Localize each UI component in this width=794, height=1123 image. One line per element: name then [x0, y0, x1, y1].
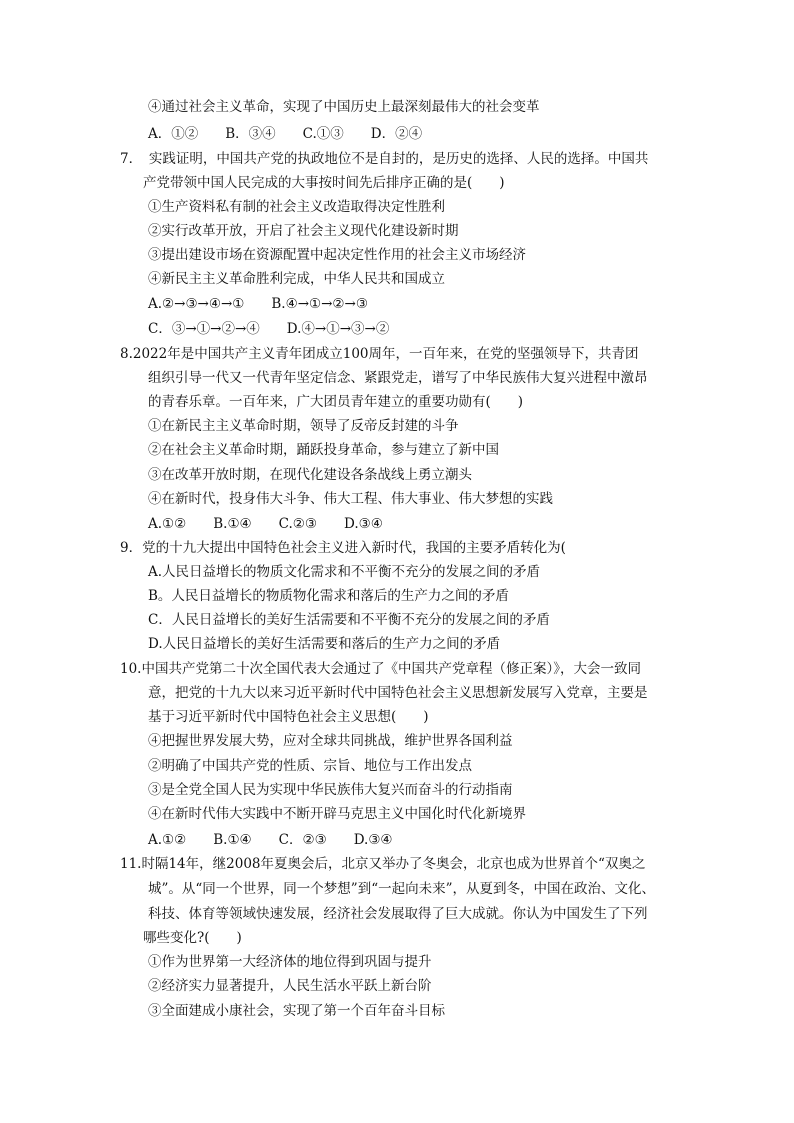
question-11-stem: 11.时隔14年，继2008年夏奥会后，北京又举办了冬奥会，北京也成为世界首个“双奥之 — [120, 856, 646, 872]
option-line: ④通过社会主义革命，实现了中国历史上最深刻最伟大的社会变革 — [148, 99, 540, 115]
question-10-stem-cont: 基于习近平新时代中国特色社会主义思想( ) — [148, 709, 429, 725]
option-line: ①生产资料私有制的社会主义改造取得决定性胜利 — [148, 199, 445, 215]
option-line: ③是全党全国人民为实现中华民族伟大复兴而奋斗的行动指南 — [148, 782, 513, 798]
question-8-stem-cont: 组织引导一代又一代青年坚定信念、紧跟党走，谱写了中华民族伟大复兴进程中激昂 — [148, 370, 648, 386]
question-7-stem-cont: 产党带领中国人民完成的大事按时间先后排序正确的是( ) — [143, 175, 505, 191]
option-line: ②在社会主义革命时期，踊跃投身革命，参与建立了新中国 — [148, 442, 499, 458]
question-8-stem: 8.2022年是中国共产主义青年团成立100周年，一百年来，在党的坚强领导下，共青团 — [120, 346, 639, 362]
question-11-stem-cont: 哪些变化?( ) — [143, 930, 242, 946]
option-line: ③在改革开放时期，在现代化建设各条战线上勇立潮头 — [148, 467, 472, 483]
option-line: ①在新民主主义革命时期，领导了反帝反封建的斗争 — [148, 418, 459, 434]
option-line: ③全面建成小康社会，实现了第一个百年奋斗目标 — [148, 1003, 445, 1019]
option-line: B。人民日益增长的物质物化需求和落后的生产力之间的矛盾 — [148, 588, 509, 604]
question-9-stem: 9．党的十九大提出中国特色社会主义进入新时代，我国的主要矛盾转化为( — [120, 540, 566, 556]
question-10-stem-cont: 意，把党的十九大以来习近平新时代中国特色社会主义思想新发展写入党章，主要是 — [148, 685, 648, 701]
option-line: ④在新时代，投身伟大斗争、伟大工程、伟大事业、伟大梦想的实践 — [148, 491, 553, 507]
answer-choices: C．③→①→②→④ D.④→①→③→② — [148, 321, 390, 337]
option-line: ①作为世界第一大经济体的地位得到巩固与提升 — [148, 954, 432, 970]
option-line: ④把握世界发展大势，应对全球共同挑战，维护世界各国利益 — [148, 733, 513, 749]
option-line: ④在新时代伟大实践中不断开辟马克思主义中国化时代化新境界 — [148, 806, 526, 822]
answer-choices: A.①② B.①④ C．②③ D.③④ — [148, 832, 393, 848]
option-line: ②经济实力显著提升，人民生活水平跃上新台阶 — [148, 978, 432, 994]
option-line: ②实行改革开放，开启了社会主义现代化建设新时期 — [148, 223, 459, 239]
answer-choices: A.①② B.①④ C.②③ D.③④ — [148, 516, 383, 532]
option-line: A.人民日益增长的物质文化需求和不平衡不充分的发展之间的矛盾 — [148, 564, 541, 580]
answer-choices: A．①② B．③④ C.①③ D．②④ — [148, 126, 423, 142]
option-line: D.人民日益增长的美好生活需要和落后的生产力之间的矛盾 — [148, 636, 501, 652]
option-line: ②明确了中国共产党的性质、宗旨、地位与工作出发点 — [148, 758, 472, 774]
answer-choices: A.②→③→④→① B.④→①→②→③ — [148, 296, 368, 312]
option-line: ③提出建设市场在资源配置中起决定性作用的社会主义市场经济 — [148, 247, 526, 263]
question-11-stem-cont: 城”。从“同一个世界，同一个梦想”到“一起向未来”，从夏到冬，中国在政治、文化、 — [148, 881, 656, 897]
question-8-stem-cont: 的青春乐章。一百年来，广大团员青年建立的重要功勋有( ) — [148, 394, 524, 410]
question-11-stem-cont: 科技、体育等领域快速发展，经济社会发展取得了巨大成就。你认为中国发生了下列 — [148, 906, 648, 922]
option-line: ④新民主主义革命胜利完成，中华人民共和国成立 — [148, 271, 445, 287]
question-7-stem: 7． 实践证明，中国共产党的执政地位不是自封的，是历史的选择、人民的选择。中国共 — [120, 151, 649, 167]
question-10-stem: 10.中国共产党第二十次全国代表大会通过了《中国共产党章程（修正案）》，大会一致同 — [120, 661, 641, 677]
option-line: C．人民日益增长的美好生活需要和不平衡不充分的发展之间的矛盾 — [148, 612, 550, 628]
